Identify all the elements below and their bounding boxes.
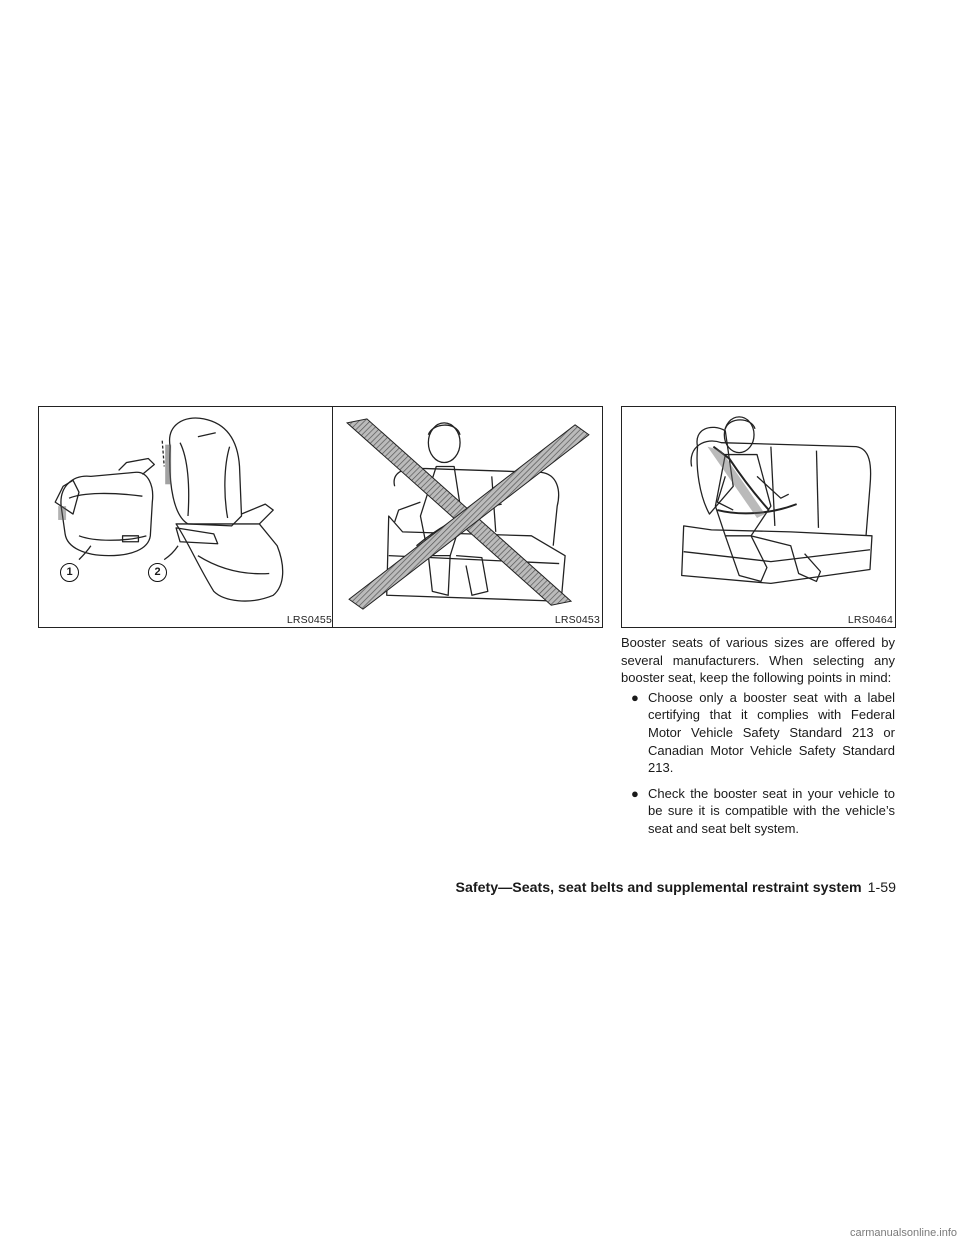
figure-correct-seating: [621, 406, 896, 628]
intro-paragraph: Booster seats of various sizes are offered by several manufacturers. When selecting any booster seat, keep the following points in mind:: [621, 635, 895, 686]
callout-2: 2: [148, 563, 167, 582]
figure-booster-seats: [38, 406, 335, 628]
bullet-text: Check the booster seat in your vehicle to be sure it is compatible with the vehicle’s seat and seat belt system.: [648, 785, 895, 836]
booster-seats-illustration: [39, 407, 334, 627]
bullet-icon: ●: [631, 785, 639, 801]
watermark: carmanualsonline.info: [849, 1227, 957, 1239]
figure-code: LRS0455: [286, 614, 332, 626]
correct-seating-illustration: [622, 407, 895, 627]
section-title: Safety—Seats, seat belts and supplemental restraint system: [455, 880, 862, 896]
figure-incorrect-seating: [332, 406, 603, 628]
body-text: [621, 634, 895, 838]
bullet-text: Choose only a booster seat with a label certifying that it complies with Federal Motor Vehicle Safety Standard 213 or Canadian Motor Vehicle Safety Standard 213.: [648, 689, 895, 776]
page-number: 1-59: [867, 880, 896, 896]
bullet-item: [621, 785, 895, 838]
bullet-item: [621, 689, 895, 777]
callout-1: 1: [60, 563, 79, 582]
incorrect-seating-illustration: [333, 407, 602, 627]
page-footer: [456, 880, 896, 896]
figure-code: LRS0464: [847, 614, 893, 626]
figure-code: LRS0453: [554, 614, 600, 626]
bullet-icon: ●: [631, 689, 639, 705]
